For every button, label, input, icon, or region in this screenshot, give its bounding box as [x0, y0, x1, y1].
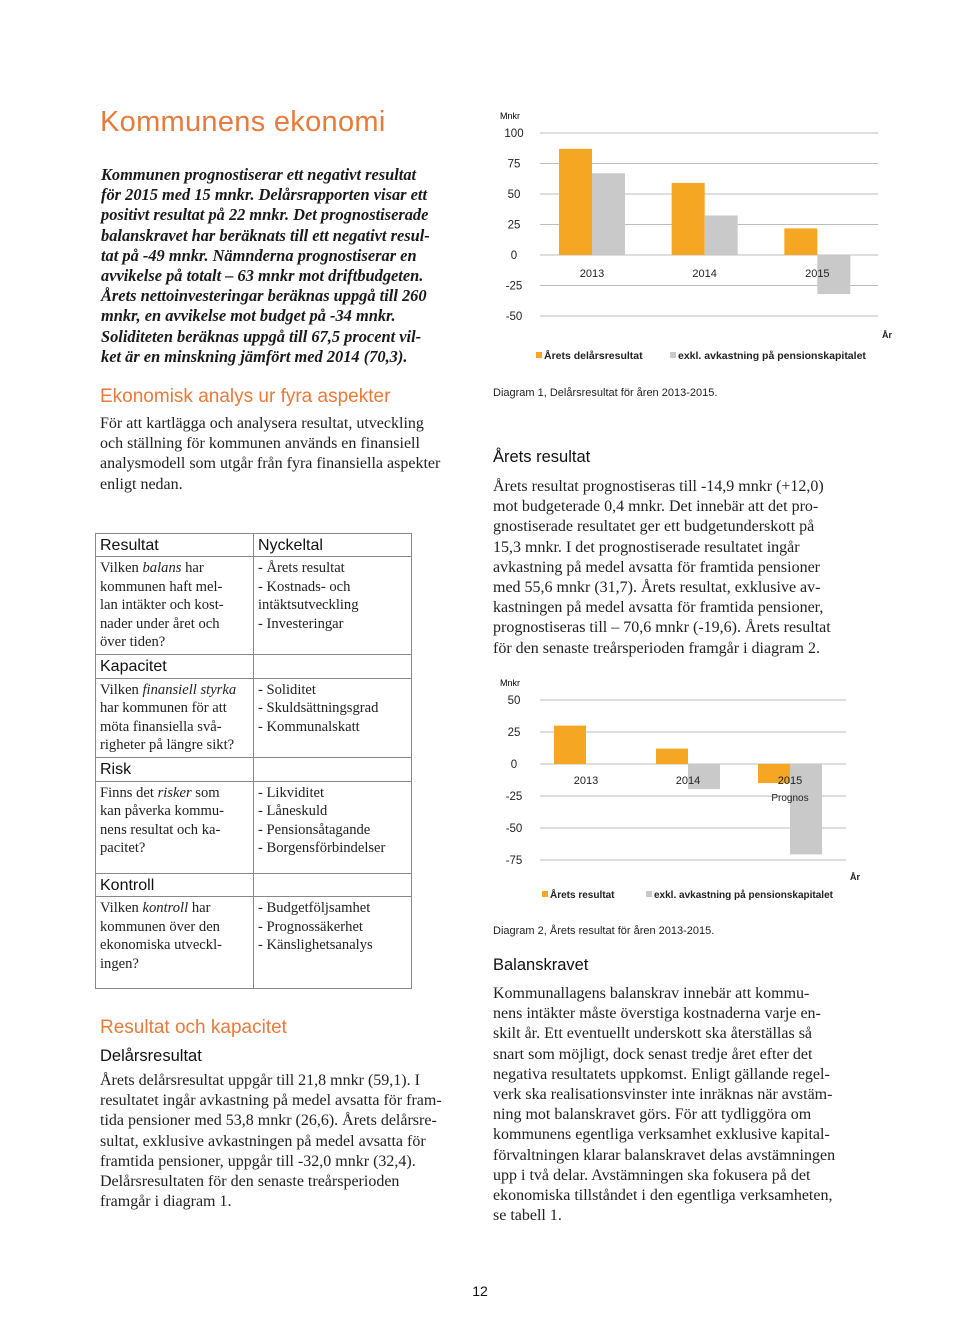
key-item: - Årets resultat [258, 560, 345, 577]
key-item: - Soliditet [258, 681, 316, 698]
desc-line: möta finansiella svå- [100, 718, 222, 735]
arets-resultat-heading: Årets resultat [493, 448, 591, 466]
chart-delarsresultat [494, 105, 894, 370]
text-line: förvaltningen klarar balanskravet delas avstämningen [493, 1146, 836, 1164]
table-cell-empty [254, 655, 412, 678]
text-line: För att kartlägga och analysera resultat, utveckling [100, 415, 424, 432]
desc-line: kan påverka kommu- [100, 803, 225, 820]
text-line: Delårsresultaten för den senaste treårsperioden [100, 1173, 400, 1191]
text-line: prognostiseras till – 70,6 mnkr (-19,6). Årets resultat [493, 619, 831, 637]
table-cell-empty [254, 873, 412, 896]
text-line: gnostiserade resultatet ger ett budgetunderskott på [493, 518, 815, 536]
key-item: - Pensionsåtagande [258, 821, 371, 838]
intro-line: mnkr, en avvikelse mot budget på -34 mnkr. [101, 306, 396, 326]
desc-line: ingen? [100, 955, 139, 972]
intro-line: tat på -49 mnkr. Nämnderna prognostiserar en [101, 245, 417, 265]
result-subheading: Delårsresultat [100, 1047, 202, 1065]
desc-line [100, 559, 249, 577]
desc-emphasis: finansiell styrka [142, 681, 237, 698]
key-item: - Budgetföljsamhet [258, 900, 371, 917]
table-cell-keys [254, 678, 412, 758]
text-line: analysmodell som utgår från fyra finansiella aspekter [100, 455, 441, 473]
y-tick-label: -25 [505, 791, 523, 803]
text-line: negativa resultatets uppkomst. Enligt gällande regel- [493, 1065, 830, 1083]
text-line: resultatet ingår avkastning på medel avsatta för fram- [100, 1092, 442, 1110]
intro-line: Kommunen prognostiserar ett negativt resultat [101, 165, 417, 184]
analysis-heading: Ekonomisk analys ur fyra aspekter [100, 386, 391, 407]
intro-line: avvikelse på totalt – 63 mnkr mot driftbudgeten. [101, 266, 424, 286]
text-line: med 55,6 mnkr (31,7). Årets resultat, exklusive av- [493, 579, 821, 597]
aspect-table [95, 533, 412, 989]
table-cell-description [96, 678, 254, 758]
intro-summary [101, 165, 473, 367]
desc-line: pacitet? [100, 840, 146, 857]
page-number: 12 [472, 1283, 488, 1299]
text-line: Kommunallagens balanskrav innebär att kommu- [493, 985, 810, 1002]
x-axis-label: År [882, 330, 893, 340]
table-cell-empty [254, 758, 412, 781]
arets-resultat-text [493, 477, 863, 659]
text-line: skilt år. Ett eventuellt underskott ska återställas så [493, 1025, 813, 1043]
text-line: och ställning för kommunen används en finansiell [100, 435, 420, 453]
text-line: ekonomiska tillståndet i den egentliga verksamheten, [493, 1187, 833, 1205]
legend-label: exkl. avkastning på pensionskapitalet [654, 890, 833, 901]
desc-line: har kommunen för att [100, 700, 227, 717]
desc-line [100, 681, 249, 699]
key-item: - Borgensförbindelser [258, 840, 386, 857]
y-tick-label: 75 [507, 158, 521, 171]
chart2-caption: Diagram 2, Årets resultat för åren 2013-2015. [493, 925, 715, 937]
legend-swatch [670, 352, 676, 358]
x-category-label: 2015 [805, 268, 830, 280]
y-tick-label: -50 [505, 311, 523, 323]
desc-line: righeter på längre sikt? [100, 737, 235, 754]
bar-primary [656, 749, 688, 764]
desc-line: lan intäkter och kost- [100, 597, 224, 614]
legend-swatch [542, 891, 548, 897]
desc-emphasis: kontroll [142, 900, 189, 917]
table-cell-description [96, 897, 254, 989]
y-tick-label: -25 [505, 280, 523, 293]
bar-primary [559, 149, 592, 255]
text-line: upp i två delar. Avstämningen ska fokusera på det [493, 1166, 811, 1184]
table-header-nyckeltal: Nyckeltal [254, 534, 412, 557]
y-tick-label: 25 [507, 219, 521, 232]
legend-label: Årets resultat [550, 890, 615, 901]
text-line: se tabell 1. [493, 1207, 562, 1225]
key-item: - Kostnads- och [258, 578, 351, 595]
table-label-kapacitet: Kapacitet [96, 655, 254, 678]
intro-line: balanskravet har beräknats till ett negativt resul- [101, 225, 430, 245]
text-line: avkastning på medel avsatta för framtida pensioner [493, 558, 820, 576]
desc-text: som [191, 784, 220, 801]
y-tick-label: 100 [504, 128, 524, 140]
y-axis-unit: Mnkr [500, 111, 520, 121]
desc-line: över tiden? [100, 634, 166, 651]
result-text [100, 1071, 470, 1212]
chart1-caption: Diagram 1, Delårsresultat för åren 2013-2015. [493, 387, 718, 399]
key-item: - Prognossäkerhet [258, 918, 363, 935]
table-cell-description [96, 781, 254, 873]
desc-line: kommunen över den [100, 918, 220, 935]
desc-line [100, 784, 249, 802]
key-item: - Likviditet [258, 784, 325, 801]
y-tick-label: 25 [507, 727, 521, 739]
text-line: kastningen på medel avsatta för framtida pensioner, [493, 599, 824, 617]
desc-line [100, 899, 249, 917]
result-heading: Resultat och kapacitet [100, 1017, 287, 1038]
key-item: - Skuldsättningsgrad [258, 700, 379, 717]
y-tick-label: 0 [510, 759, 518, 771]
intro-line: för 2015 med 15 mnkr. Delårsrapporten visar ett [101, 185, 428, 205]
table-label-risk: Risk [96, 758, 254, 781]
intro-line: Årets nettoinvesteringar beräknas uppgå till 260 [101, 286, 427, 306]
desc-text: Vilken [100, 560, 143, 577]
desc-line: kommunen haft mel- [100, 578, 223, 595]
table-header-resultat: Resultat [96, 534, 254, 557]
table-label-kontroll: Kontroll [96, 873, 254, 896]
x-axis-label: År [850, 872, 861, 882]
bar-secondary [705, 215, 738, 255]
desc-text: Finns det [100, 784, 158, 801]
bar-primary [784, 228, 817, 255]
text-line: tida pensioner med 53,8 mnkr (26,6). Årets delårsre- [100, 1112, 437, 1130]
text-line: nens intäkter måste överstiga kostnaderna varje en- [493, 1005, 821, 1023]
desc-text: har [188, 900, 211, 917]
text-line: 15,3 mnkr. I det prognostiserade resultatet ingår [493, 538, 800, 556]
text-line: framgår i diagram 1. [100, 1193, 232, 1211]
text-line: Årets resultat prognostiseras till -14,9 mnkr (+12,0) [493, 478, 824, 495]
desc-line: nader under året och [100, 615, 220, 632]
text-line: sultat, exklusive avkastningen på medel avsatta för [100, 1132, 426, 1150]
balanskravet-heading: Balanskravet [493, 956, 589, 974]
y-axis-unit: Mnkr [500, 678, 520, 688]
text-line: verk ska realisationsvinster inte inräknas när avstäm- [493, 1086, 833, 1104]
table-cell-keys [254, 897, 412, 989]
key-item: - Kommunalskatt [258, 718, 360, 735]
x-category-label: 2015 [777, 775, 803, 787]
analysis-text [100, 414, 470, 495]
text-line: Årets delårsresultat uppgår till 21,8 mnkr (59,1). I [100, 1072, 420, 1089]
x-category-label: 2013 [579, 268, 605, 280]
text-line: för den senaste treårsperioden framgår i diagram 2. [493, 639, 820, 657]
bar-primary [554, 726, 586, 764]
y-tick-label: -75 [505, 855, 523, 867]
intro-line: ket är en minskning jämfört med 2014 (70,3). [101, 346, 408, 366]
desc-emphasis: risker [157, 784, 192, 801]
balanskravet-text [493, 984, 863, 1226]
desc-line: ekonomiska utveckl- [100, 937, 222, 954]
table-cell-keys [254, 557, 412, 655]
x-category-label: 2014 [675, 775, 701, 787]
desc-text: har [181, 560, 204, 577]
intro-line: Soliditeten beräknas uppgå till 67,5 procent vil- [101, 326, 422, 346]
legend-label: Årets delårsresultat [544, 350, 643, 362]
x-category-sublabel: Prognos [771, 793, 809, 804]
y-tick-label: 0 [510, 250, 518, 262]
desc-line: nens resultat och ka- [100, 821, 221, 838]
x-category-label: 2014 [692, 268, 717, 280]
table-cell-keys [254, 781, 412, 873]
x-category-label: 2013 [573, 775, 599, 787]
y-tick-label: 50 [507, 189, 521, 201]
desc-text: Vilken [100, 681, 143, 698]
text-line: mot budgeterade 0,4 mnkr. Det innebär att det pro- [493, 498, 819, 516]
bar-primary [672, 183, 705, 255]
text-line: framtida pensioner, uppgår till -32,0 mnkr (32,4). [100, 1152, 416, 1170]
text-line: enligt nedan. [100, 475, 183, 493]
page-title: Kommunens ekonomi [100, 106, 386, 138]
y-tick-label: -50 [505, 823, 523, 835]
desc-text: Vilken [100, 900, 143, 917]
legend-label: exkl. avkastning på pensionskapitalet [678, 350, 866, 362]
text-line: kommunens egentliga verksamhet exklusive kapital- [493, 1126, 830, 1144]
bar-secondary [592, 173, 625, 255]
legend-swatch [536, 352, 542, 358]
key-item: intäktsutveckling [258, 597, 359, 614]
text-line: ning mot balanskravet görs. För att tydliggöra om [493, 1106, 812, 1124]
desc-emphasis: balans [142, 560, 182, 577]
legend-swatch [646, 891, 652, 897]
key-item: - Känslighetsanalys [258, 937, 373, 954]
key-item: - Låneskuld [258, 803, 328, 820]
y-tick-label: 50 [507, 695, 521, 707]
intro-line: positivt resultat på 22 mnkr. Det prognostiserade [101, 205, 429, 225]
key-item: - Investeringar [258, 615, 344, 632]
text-line: snart som möjligt, dock senast tredje året efter det [493, 1045, 813, 1063]
table-cell-description [96, 557, 254, 655]
chart-arets-resultat [494, 676, 894, 906]
